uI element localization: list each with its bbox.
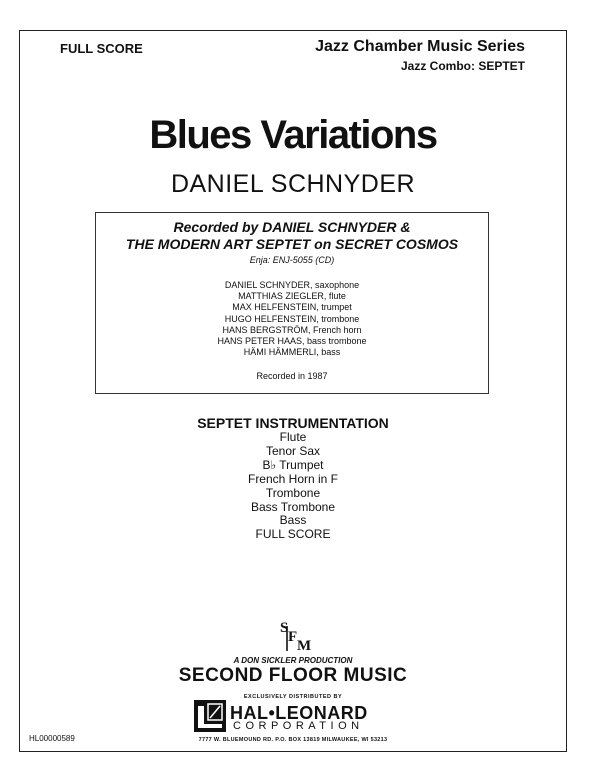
personnel-item: HANS BERGSTRÖM, French horn bbox=[222, 324, 362, 335]
full-score-label: FULL SCORE bbox=[60, 41, 143, 56]
instrument-item: Bass bbox=[279, 513, 307, 528]
distributor-name: HAL•LEONARD bbox=[230, 703, 368, 723]
recording-year: Recorded in 1987 bbox=[256, 371, 328, 381]
publisher-name: SECOND FLOOR MUSIC bbox=[178, 665, 408, 686]
sfm-logo-icon bbox=[276, 618, 316, 654]
personnel-item: HÄMI HÄMMERLI, bass bbox=[243, 347, 341, 358]
personnel-item: MATTHIAS ZIEGLER, flute bbox=[238, 291, 346, 302]
instrument-item: French Horn in F bbox=[247, 471, 339, 486]
composer-name: DANIEL SCHNYDER bbox=[170, 170, 416, 198]
instrumentation-list bbox=[0, 431, 586, 542]
recording-info-box bbox=[95, 212, 489, 394]
distributor-address: 7777 W. BLUEMOUND RD. P.O. BOX 13819 MILWAUKEE, WI 53213 bbox=[198, 737, 388, 743]
recording-line-1: Recorded by DANIEL SCHNYDER & bbox=[173, 219, 411, 235]
personnel-item: DANIEL SCHNYDER, saxophone bbox=[224, 280, 360, 290]
svg-text:F: F bbox=[288, 629, 298, 645]
production-credit: A DON SICKLER PRODUCTION bbox=[233, 656, 353, 665]
series-title: Jazz Chamber Music Series bbox=[315, 38, 525, 55]
instrument-item: Tenor Sax bbox=[265, 443, 321, 458]
recording-line-2: THE MODERN ART SEPTET on SECRET COSMOS bbox=[125, 236, 459, 252]
combo-subtitle: Jazz Combo: SEPTET bbox=[400, 59, 525, 73]
distributed-by-label: EXCLUSIVELY DISTRIBUTED BY bbox=[243, 694, 343, 700]
personnel-list bbox=[96, 280, 488, 358]
distributor-corporation: CORPORATION bbox=[233, 720, 364, 732]
instrument-item: B♭ Trumpet bbox=[262, 457, 324, 472]
personnel-item: MAX HELFENSTEIN, trumpet bbox=[232, 302, 352, 313]
personnel-item: HUGO HELFENSTEIN, trombone bbox=[224, 313, 360, 324]
instrument-item: FULL SCORE bbox=[255, 527, 331, 542]
svg-text:M: M bbox=[297, 638, 312, 654]
svg-text:S: S bbox=[280, 620, 289, 636]
hal-leonard-logo-icon bbox=[194, 700, 226, 732]
personnel-item: HANS PETER HAAS, bass trombone bbox=[217, 336, 367, 347]
catalog-code: HL00000589 bbox=[29, 734, 75, 743]
instrumentation-heading: SEPTET INSTRUMENTATION bbox=[197, 415, 389, 431]
instrument-item: Trombone bbox=[265, 485, 321, 500]
instrument-item: Flute bbox=[279, 430, 307, 444]
piece-title: Blues Variations bbox=[149, 113, 437, 157]
instrument-item: Bass Trombone bbox=[250, 499, 336, 514]
record-label: Enja: ENJ-5055 (CD) bbox=[249, 255, 335, 265]
